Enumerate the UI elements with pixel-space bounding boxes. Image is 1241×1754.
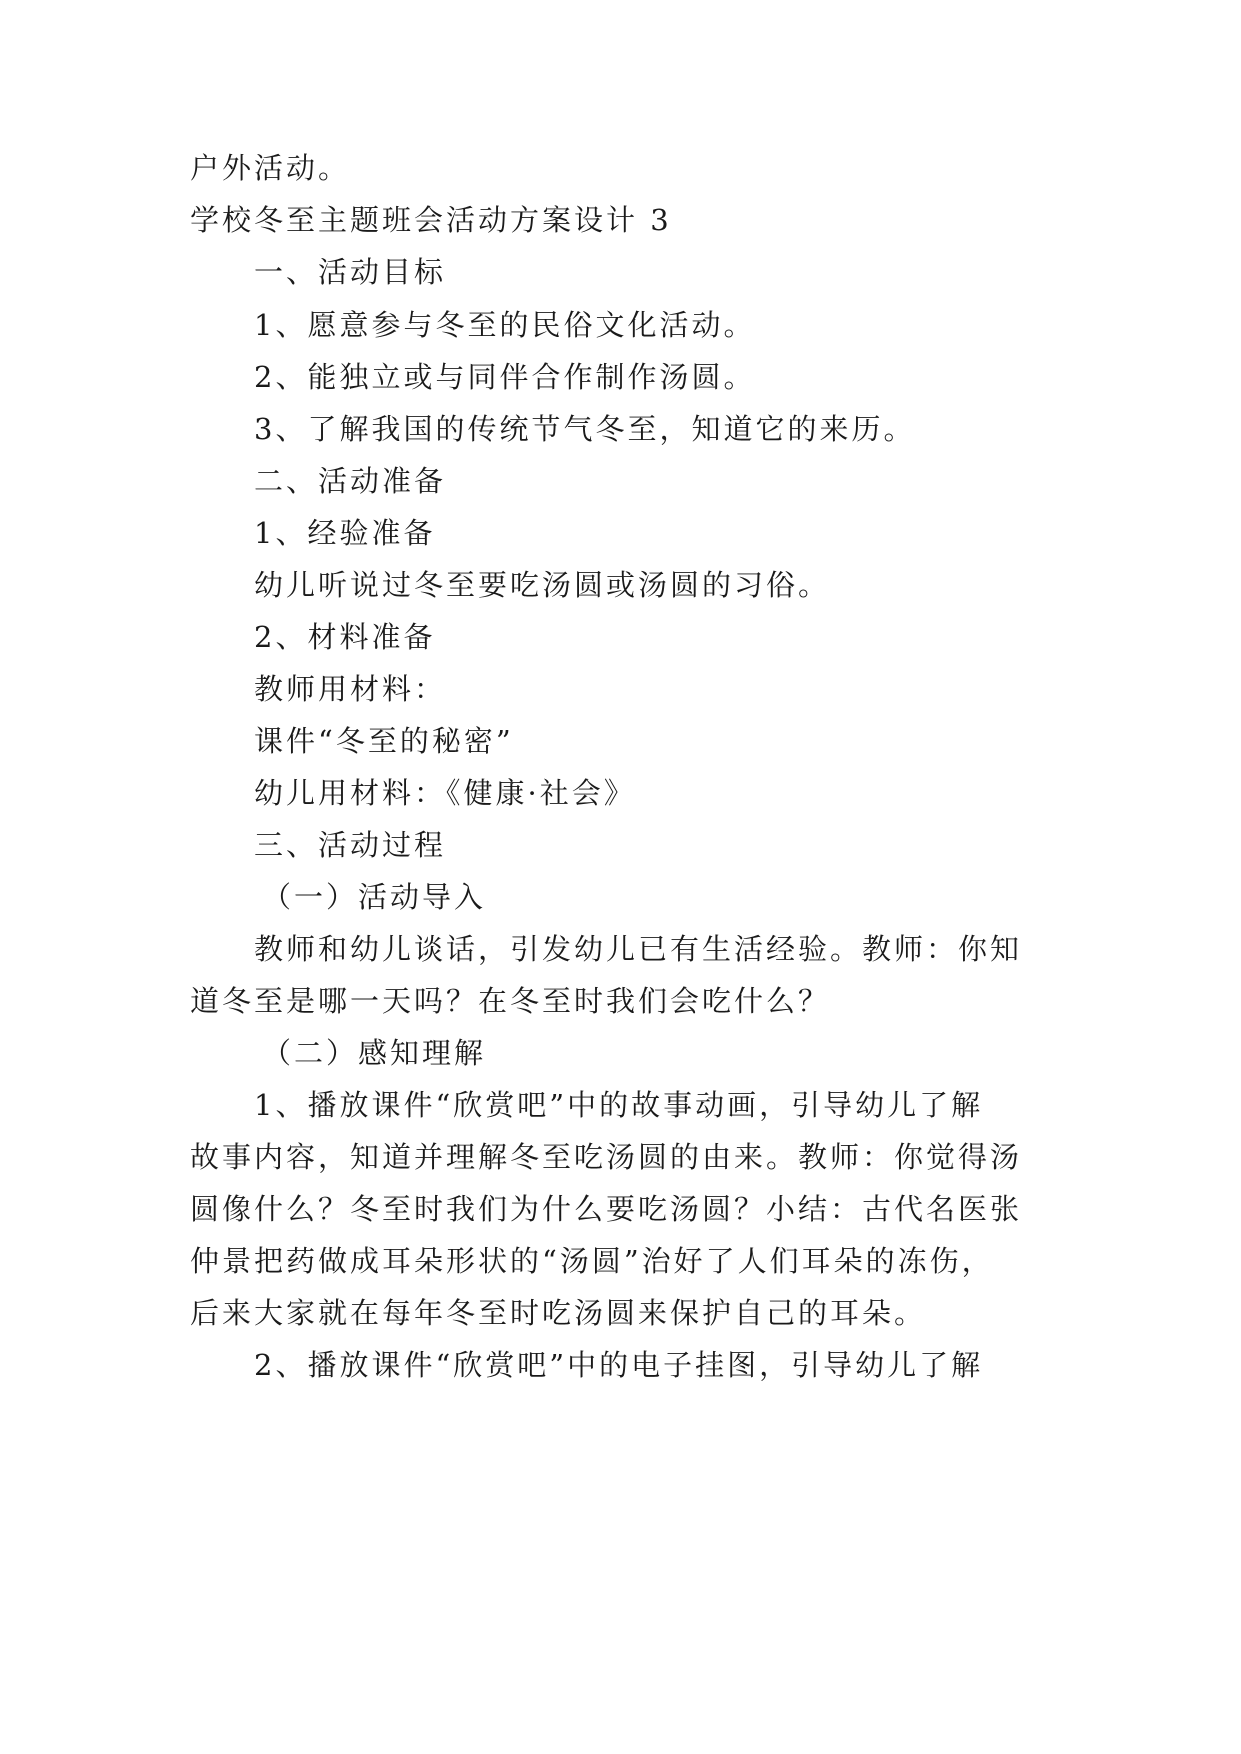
heading: 三、活动过程 [254, 828, 447, 862]
heading: 二、活动准备 [254, 464, 447, 498]
paragraph-line: 1、播放课件“欣赏吧”中的故事动画，引导幼儿了解 [254, 1088, 984, 1122]
paragraph-line: 幼儿听说过冬至要吃汤圆或汤圆的习俗。 [254, 568, 831, 602]
list-item: 3、了解我国的传统节气冬至，知道它的来历。 [254, 412, 916, 446]
paragraph-line: 道冬至是哪一天吗？在冬至时我们会吃什么？ [190, 984, 831, 1018]
subheading: 1、经验准备 [254, 516, 436, 550]
paragraph-line: 2、播放课件“欣赏吧”中的电子挂图，引导幼儿了解 [254, 1348, 984, 1382]
paragraph-line: 后来大家就在每年冬至时吃汤圆来保护自己的耳朵。 [190, 1296, 927, 1330]
paragraph-line: 仲景把药做成耳朵形状的“汤圆”治好了人们耳朵的冻伤， [190, 1244, 994, 1278]
paragraph-line: 课件“冬至的秘密” [254, 724, 514, 758]
subheading: （一）活动导入 [262, 880, 487, 914]
paragraph-line: 圆像什么？冬至时我们为什么要吃汤圆？小结：古代名医张 [190, 1192, 1023, 1226]
text-line: 户外活动。 [190, 151, 351, 185]
section-title: 学校冬至主题班会活动方案设计 3 [190, 203, 672, 237]
subheading: （二）感知理解 [262, 1036, 487, 1070]
paragraph-line: 教师用材料： [254, 672, 447, 706]
paragraph-line: 教师和幼儿谈话，引发幼儿已有生活经验。教师：你知 [254, 932, 1023, 966]
paragraph-line: 幼儿用材料：《健康·社会》 [254, 776, 636, 810]
list-item: 2、能独立或与同伴合作制作汤圆。 [254, 360, 756, 394]
subheading: 2、材料准备 [254, 620, 436, 654]
heading: 一、活动目标 [254, 255, 447, 289]
paragraph-line: 故事内容，知道并理解冬至吃汤圆的由来。教师：你觉得汤 [190, 1140, 1023, 1174]
list-item: 1、愿意参与冬至的民俗文化活动。 [254, 308, 756, 342]
